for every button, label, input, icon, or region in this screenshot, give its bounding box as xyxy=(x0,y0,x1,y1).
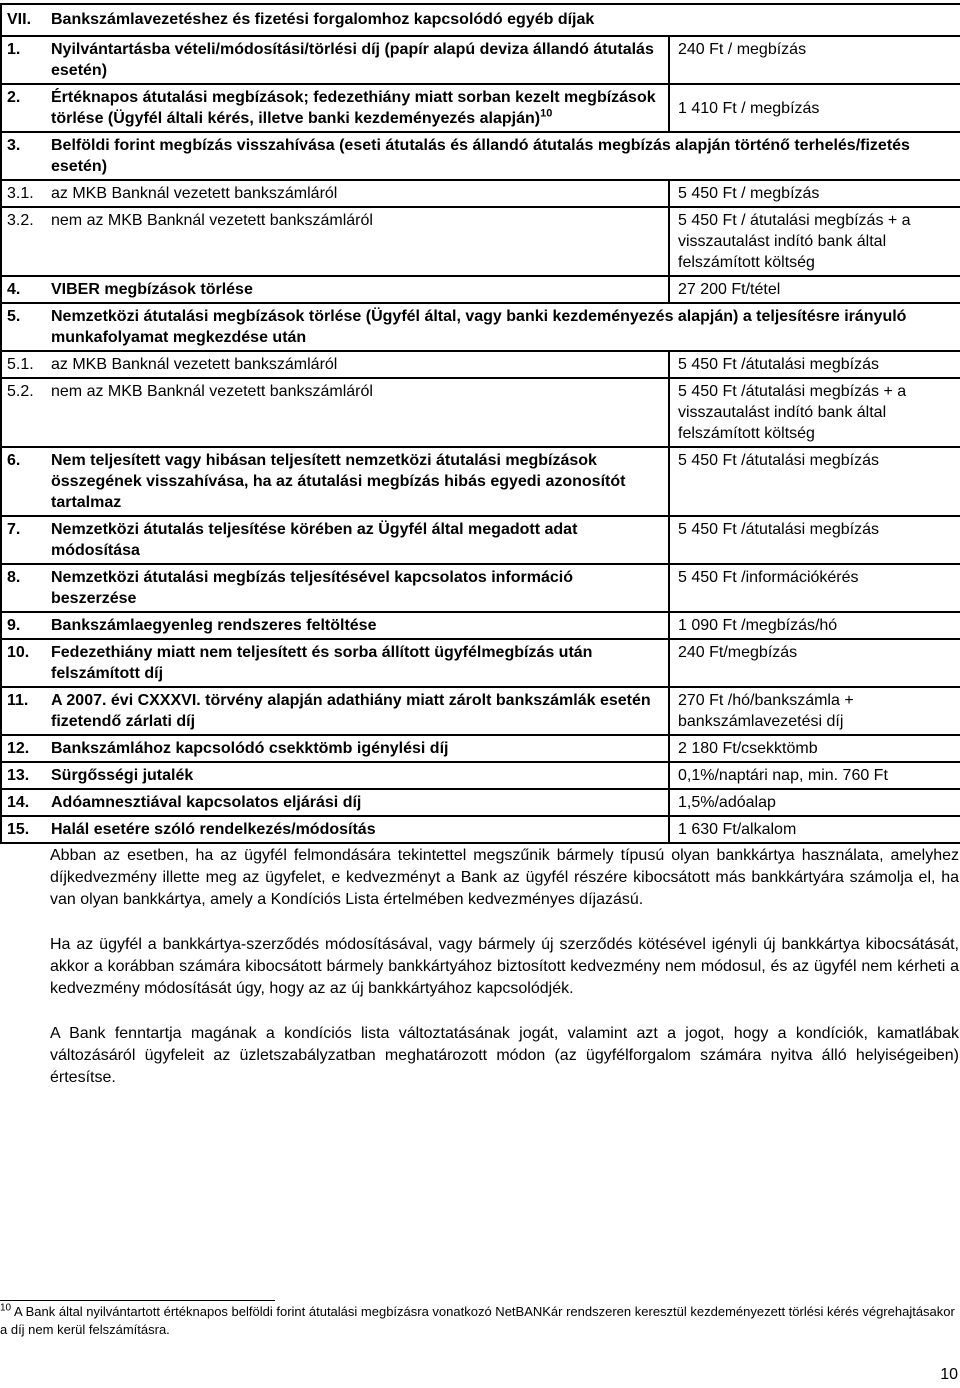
paragraph: A Bank fenntartja magának a kondíciós lista változtatásának jogát, valamint azt a jogot, hogy a kondíciók, kamatlábak változásáról ügyfeleit az üzletszabályzatban meghatározott módon (az ügyfélforgalom számára nyitva álló helyiségeiben) értesítse. xyxy=(50,1025,959,1086)
section-number: VII. xyxy=(7,11,32,28)
row-3-1-description: 3.1. az MKB Banknál vezetett bankszámláról xyxy=(1,180,669,207)
row-7-fee: 5 450 Ft /átutalási megbízás xyxy=(669,516,960,564)
table-row xyxy=(1,132,960,180)
row-7-description: 7. Nemzetközi átutalás teljesítése körében az Ügyfél által megadott adat módosítása xyxy=(1,516,669,564)
row-3-1-fee: 5 450 Ft / megbízás xyxy=(669,180,960,207)
row-9-description: 9. Bankszámlaegyenleg rendszeres feltöltése xyxy=(1,612,669,639)
row-14-description: 14. Adóamnesztiával kapcsolatos eljárási díj xyxy=(1,789,669,816)
row-13-description: 13. Sürgősségi jutalék xyxy=(1,762,669,789)
row-10-description: 10. Fedezethiány miatt nem teljesített és sorba állított ügyfélmegbízás után felszámított díj xyxy=(1,639,669,687)
row-5-1-fee: 5 450 Ft /átutalási megbízás xyxy=(669,351,960,378)
row-6-fee: 5 450 Ft /átutalási megbízás xyxy=(669,447,960,516)
fee-table xyxy=(0,3,960,844)
row-5-2-description: 5.2. nem az MKB Banknál vezetett bankszámláról xyxy=(1,378,669,447)
row-11-fee: 270 Ft /hó/bankszámla + bankszámlavezetési díj xyxy=(669,687,960,735)
table-row xyxy=(1,36,960,84)
footnote-divider xyxy=(0,1300,275,1301)
row-14-fee: 1,5%/adóalap xyxy=(669,789,960,816)
table-row xyxy=(1,447,960,516)
page-number: 10 xyxy=(940,1366,958,1383)
row-10-fee: 240 Ft/megbízás xyxy=(669,639,960,687)
table-row xyxy=(1,564,960,612)
row-8-fee: 5 450 Ft /információkérés xyxy=(669,564,960,612)
row-1-description: 1. Nyilvántartásba vételi/módosítási/törlési díj (papír alapú deviza állandó átutalás esetén) xyxy=(1,36,669,84)
body-paragraphs xyxy=(50,845,959,1112)
row-3-2-fee: 5 450 Ft / átutalási megbízás + a visszautalást indító bank által felszámított költség xyxy=(669,207,960,276)
row-15-description: 15. Halál esetére szóló rendelkezés/módosítás xyxy=(1,816,669,843)
row-4-description: 4. VIBER megbízások törlése xyxy=(1,276,669,303)
footnote xyxy=(0,1303,958,1339)
footnote-reference: 10 xyxy=(540,107,553,120)
table-row xyxy=(1,516,960,564)
row-12-fee: 2 180 Ft/csekktömb xyxy=(669,735,960,762)
footnote-text: A Bank által nyilvántartott értéknapos belföldi forint átutalási megbízásra vonatkozó NetBANKár rendszeren keresztül kezdeményezett törlési kérés végrehajtásakor a díj nem kerül felszámításra. xyxy=(0,1304,955,1337)
row-12-description: 12. Bankszámlához kapcsolódó csekktömb igénylési díj xyxy=(1,735,669,762)
table-row xyxy=(1,351,960,378)
row-5-2-fee: 5 450 Ft /átutalási megbízás + a visszautalást indító bank által felszámított költség xyxy=(669,378,960,447)
row-4-fee: 27 200 Ft/tétel xyxy=(669,276,960,303)
row-1-fee: 240 Ft / megbízás xyxy=(669,36,960,84)
table-row xyxy=(1,735,960,762)
row-3-description: 3. Belföldi forint megbízás visszahívása (eseti átutalás és állandó átutalás megbízás alapján történő terhelés/fizetés esetén) xyxy=(1,132,960,180)
table-row xyxy=(1,276,960,303)
row-13-fee: 0,1%/naptári nap, min. 760 Ft xyxy=(669,762,960,789)
row-2-fee: 1 410 Ft / megbízás xyxy=(669,84,960,132)
row-2-description: 2. Értéknapos átutalási megbízások; fedezethiány miatt sorban kezelt megbízások törlése (Ügyfél általi kérés, illetve banki kezdeményezés alapján)$^{10}$ xyxy=(1,84,669,132)
row-5-description: 5. Nemzetközi átutalási megbízások törlése (Ügyfél által, vagy banki kezdeményezés alapján) a teljesítésre irányuló munkafolyamat megkezdése után xyxy=(1,303,960,351)
row-6-description: 6. Nem teljesített vagy hibásan teljesített nemzetközi átutalási megbízások összegének visszahívása, ha az átutalási megbízás hibás egyedi azonosítót tartalmaz xyxy=(1,447,669,516)
row-15-fee: 1 630 Ft/alkalom xyxy=(669,816,960,843)
table-row xyxy=(1,84,960,132)
section-title: Bankszámlavezetéshez és fizetési forgalomhoz kapcsolódó egyéb díjak xyxy=(51,11,595,28)
table-row xyxy=(1,816,960,843)
table-row xyxy=(1,378,960,447)
table-row xyxy=(1,639,960,687)
row-3-2-description: 3.2. nem az MKB Banknál vezetett bankszámláról xyxy=(1,207,669,276)
footnote-mark: 10 xyxy=(0,1302,12,1314)
row-8-description: 8. Nemzetközi átutalási megbízás teljesítésével kapcsolatos információ beszerzése xyxy=(1,564,669,612)
table-row xyxy=(1,207,960,276)
table-row xyxy=(1,789,960,816)
section-header xyxy=(1,4,960,36)
row-9-fee: 1 090 Ft /megbízás/hó xyxy=(669,612,960,639)
table-row xyxy=(1,762,960,789)
row-5-1-description: 5.1. az MKB Banknál vezetett bankszámláról xyxy=(1,351,669,378)
paragraph: Abban az esetben, ha az ügyfél felmondására tekintettel megszűnik bármely típusú olyan bankkártya használata, amelyhez díjkedvezmény illette meg az ügyfelet, e kedvezményt a Bank az ügyfél részére kibocsátott más bankkártyára számolja el, ha van olyan bankkártya, amely a Kondíciós Lista értelmében kedvezményes díjazású. xyxy=(50,847,959,908)
table-row xyxy=(1,303,960,351)
row-11-description: 11. A 2007. évi CXXXVI. törvény alapján adathiány miatt zárolt bankszámlák esetén fizetendő zárlati díj xyxy=(1,687,669,735)
section-header-row xyxy=(1,4,960,36)
paragraph: Ha az ügyfél a bankkártya-szerződés módosításával, vagy bármely új szerződés kötésével igényli új bankkártya kibocsátását, akkor a korábban számára kibocsátott bármely bankkártyához biztosított kedvezmény nem módosul, és az ügyfél nem kérheti a kedvezmény módosítását úgy, hogy az az új bankkártyához kapcsolódjék. xyxy=(50,936,959,997)
table-row xyxy=(1,180,960,207)
table-row xyxy=(1,612,960,639)
table-row xyxy=(1,687,960,735)
